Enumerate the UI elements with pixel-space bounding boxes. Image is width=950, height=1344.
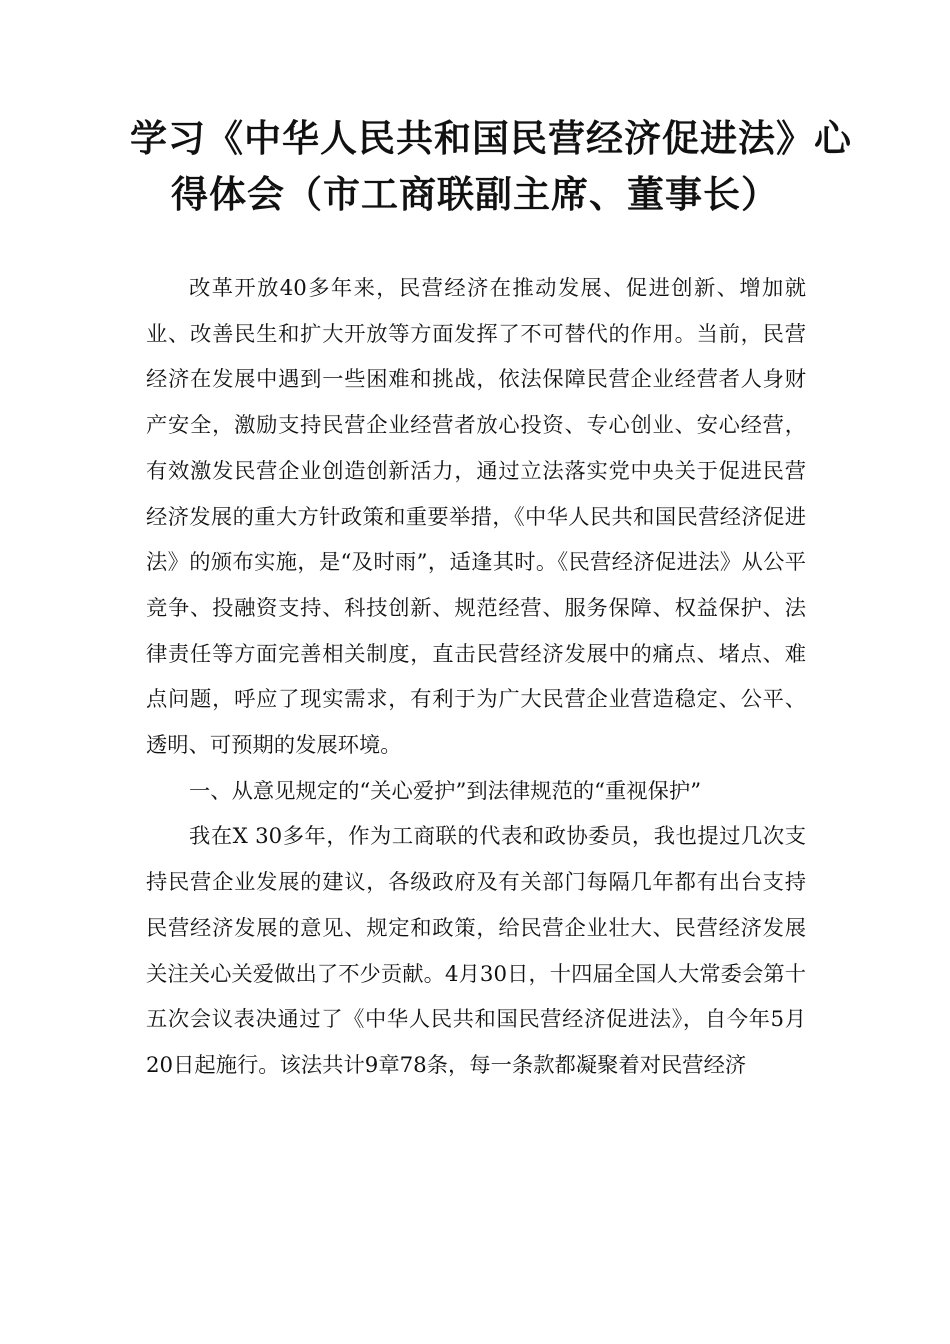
paragraph-intro: 改革开放40多年来，民营经济在推动发展、促进创新、增加就业、改善民生和扩大开放等方面发挥了不可替代的作用。当前，民营经济在发展中遇到一些困难和挑战，依法保障民营企业经营者人身财产安全，激励支持民营企业经营者放心投资、专心创业、安心经营，有效激发民营企业创造创新活力，通过立法落实党中央关于促进民营经济发展的重大方针政策和重要举措，《中华人民共和国民营经济促进法》的颁布实施，是“及时雨”，适逢其时。《民营经济促进法》从公平竞争、投融资支持、科技创新、规范经营、服务保障、权益保护、法律责任等方面完善相关制度，直击民营经济发展中的痛点、堵点、难点问题，呼应了现实需求，有利于为广大民营企业营造稳定、公平、透明、可预期的发展环境。 bbox=[146, 276, 806, 759]
section-heading-1: 一、从意见规定的“关心爱护”到法律规范的“重视保护” bbox=[189, 778, 702, 804]
title-line-1: 学习《中华人民共和国民营经济促进法》心 bbox=[130, 116, 852, 160]
document-title bbox=[130, 110, 852, 222]
title-line-2: 得体会（市工商联副主席、董事长） bbox=[171, 172, 779, 216]
paragraph-section-1: 我在X 30多年，作为工商联的代表和政协委员，我也提过几次支持民营企业发展的建议，各级政府及有关部门每隔几年都有出台支持民营经济发展的意见、规定和政策，给民营企业壮大、民营经济发展关注关心关爱做出了不少贡献。4月30日，十四届全国人大常委会第十五次会议表决通过了《中华人民共和国民营经济促进法》，自今年5月20日起施行。该法共计9章78条，每一条款都凝聚着对民营经济 bbox=[146, 824, 806, 1078]
document-body bbox=[146, 266, 806, 1089]
